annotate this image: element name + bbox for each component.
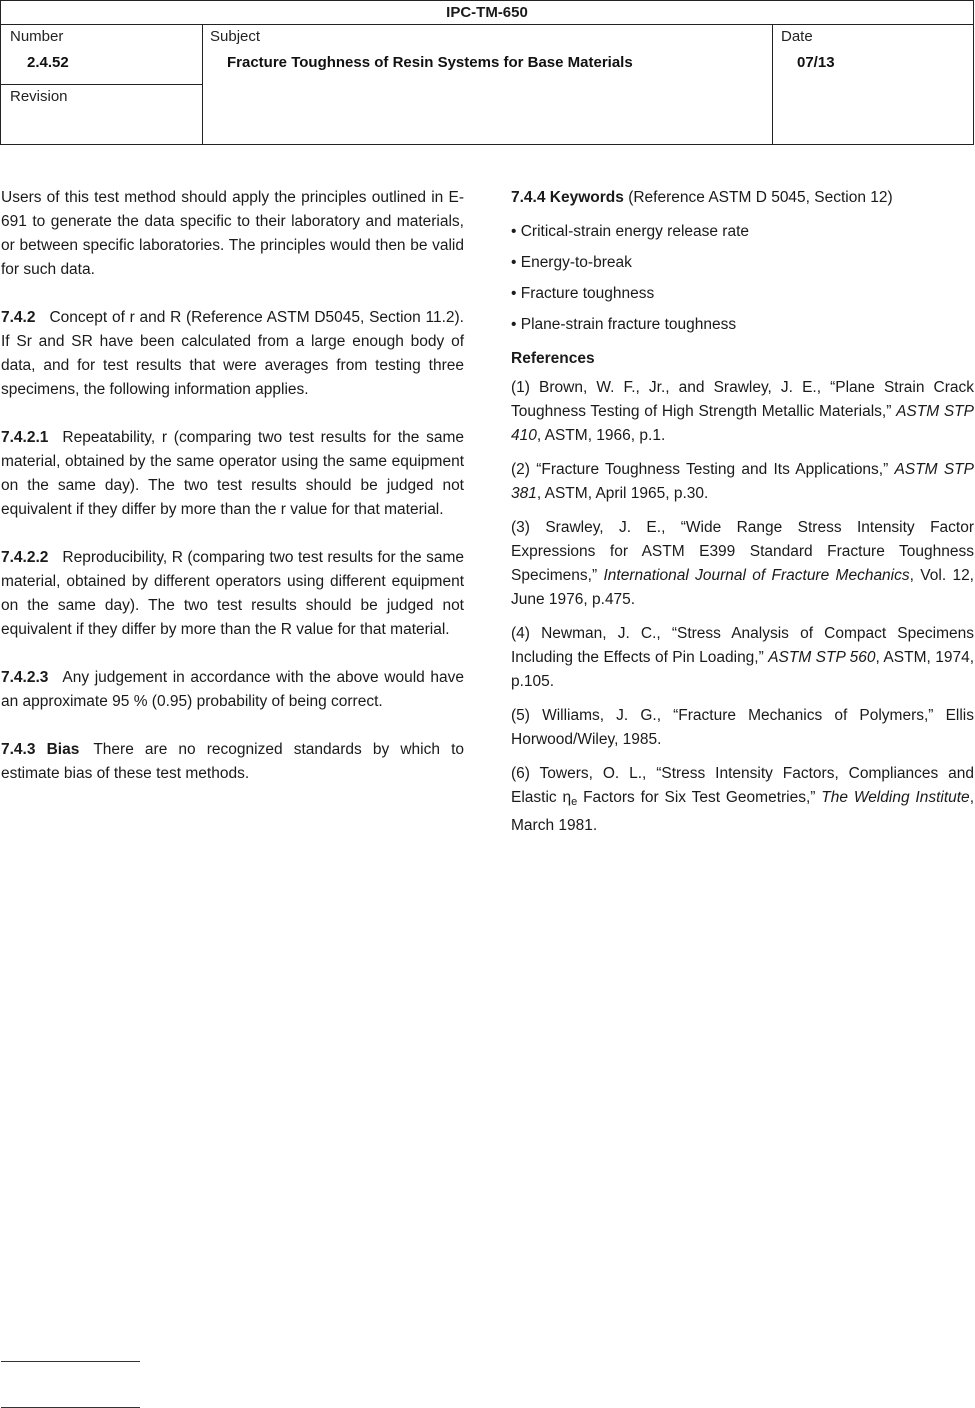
references-heading: References (511, 350, 595, 367)
section-text: Any judgement in accordance with the above would have an approximate 95 % (0.95) probability of being correct. (1, 669, 464, 710)
ref-text: (4) Newman, J. C., “Stress Analysis of Compact Specimens Including the Effects of Pin Loading,” (511, 625, 974, 666)
reference-4 (511, 622, 974, 694)
section-7-4-2-2 (1, 546, 464, 642)
ref-italic: The Welding Institute (821, 789, 970, 806)
section-title: Bias (46, 741, 80, 758)
right-column (511, 186, 974, 848)
section-text: Concept of r and R (Reference ASTM D5045, Section 11.2). If Sr and SR have been calculated from a large enough body of data, and for test results that were averages from testing three specimens, the following information applies. (1, 309, 464, 398)
number-label: Number (10, 28, 64, 45)
ref-text: , March 1981. (511, 789, 974, 834)
section-text: There are no recognized standards by which to estimate bias of these test methods. (1, 741, 464, 782)
ref-italic: ASTM STP 410 (511, 403, 974, 444)
ref-text: (1) Brown, W. F., Jr., and Srawley, J. E., “Plane Strain Crack Toughness Testing of High Strength Metallic Materials,” (511, 379, 974, 420)
ref-text: (2) “Fracture Toughness Testing and Its Applications,” (511, 461, 895, 478)
section-7-4-2-1 (1, 426, 464, 522)
intro-paragraph: Users of this test method should apply the principles outlined in E-691 to generate the data specific to their laboratory and materials, or between specific laboratories. The principles would then be valid for such data. (1, 189, 464, 278)
section-number: 7.4.2 (1, 309, 36, 326)
subject-cell (202, 24, 773, 145)
ref-text: , Vol. 12, June 1976, p.475. (511, 567, 974, 608)
reference-1 (511, 376, 974, 448)
reference-5: (5) Williams, J. G., “Fracture Mechanics of Polymers,” Ellis Horwood/Wiley, 1985. (511, 707, 974, 748)
footnote-divider (1, 1361, 140, 1362)
document-header (0, 0, 974, 145)
section-number: 7.4.2.1 (1, 429, 49, 446)
section-text: Reproducibility, R (comparing two test results for the same material, obtained by different operators using different equipment on the same day). The two test results should be judged not equivalent if they differ by more than the R value for that material. (1, 549, 464, 638)
reference-6 (511, 762, 974, 838)
section-text: Repeatability, r (comparing two test results for the same material, obtained by the same operator using the same equipment on the same day). The two test results should be judged not equivalent if they differ by more than the r value for that material. (1, 429, 464, 518)
ref-text: (3) Srawley, J. E., “Wide Range Stress Intensity Factor Expressions for ASTM E399 Standard Fracture Toughness Specimens,” (511, 519, 974, 584)
section-number: 7.4.3 (1, 741, 36, 758)
section-7-4-4 (511, 186, 974, 210)
header-title: IPC-TM-650 (0, 0, 974, 25)
eta-subscript: e (571, 796, 578, 808)
section-number: 7.4.2.2 (1, 549, 49, 566)
date-label: Date (781, 28, 813, 45)
section-number: 7.4.2.3 (1, 669, 49, 686)
date-value: 07/13 (797, 54, 835, 71)
ref-italic: ASTM STP 381 (511, 461, 974, 502)
ref-italic: ASTM STP 560 (768, 649, 876, 666)
keyword-item: • Energy-to-break (511, 254, 632, 271)
section-title: Keywords (549, 189, 624, 206)
ref-text: , ASTM, April 1965, p.30. (536, 485, 709, 502)
keyword-item: • Plane-strain fracture toughness (511, 316, 737, 333)
subject-label: Subject (210, 28, 261, 45)
ref-text: , ASTM, 1966, p.1. (536, 427, 666, 444)
section-7-4-3 (1, 738, 464, 786)
reference-3 (511, 516, 974, 612)
left-column (1, 186, 464, 810)
ref-text: (6) Towers, O. L., “Stress Intensity Factors, Compliances and Elastic (511, 765, 974, 806)
keyword-item: • Critical-strain energy release rate (511, 223, 750, 240)
ref-text: Factors for Six Test Geometries,” (577, 789, 822, 806)
subject-value: Fracture Toughness of Resin Systems for Base Materials (227, 54, 633, 71)
section-number: 7.4.4 (511, 189, 546, 206)
section-7-4-2-3 (1, 666, 464, 714)
reference-2 (511, 458, 974, 506)
ref-italic: International Journal of Fracture Mechanics (603, 567, 910, 584)
section-7-4-2 (1, 306, 464, 402)
keyword-item: • Fracture toughness (511, 285, 655, 302)
eta-symbol: η (562, 789, 572, 806)
section-reference: (Reference ASTM D 5045, Section 12) (628, 189, 893, 206)
number-value: 2.4.52 (27, 54, 69, 71)
ref-text: , ASTM, 1974, p.105. (511, 649, 974, 690)
revision-label: Revision (10, 88, 68, 105)
